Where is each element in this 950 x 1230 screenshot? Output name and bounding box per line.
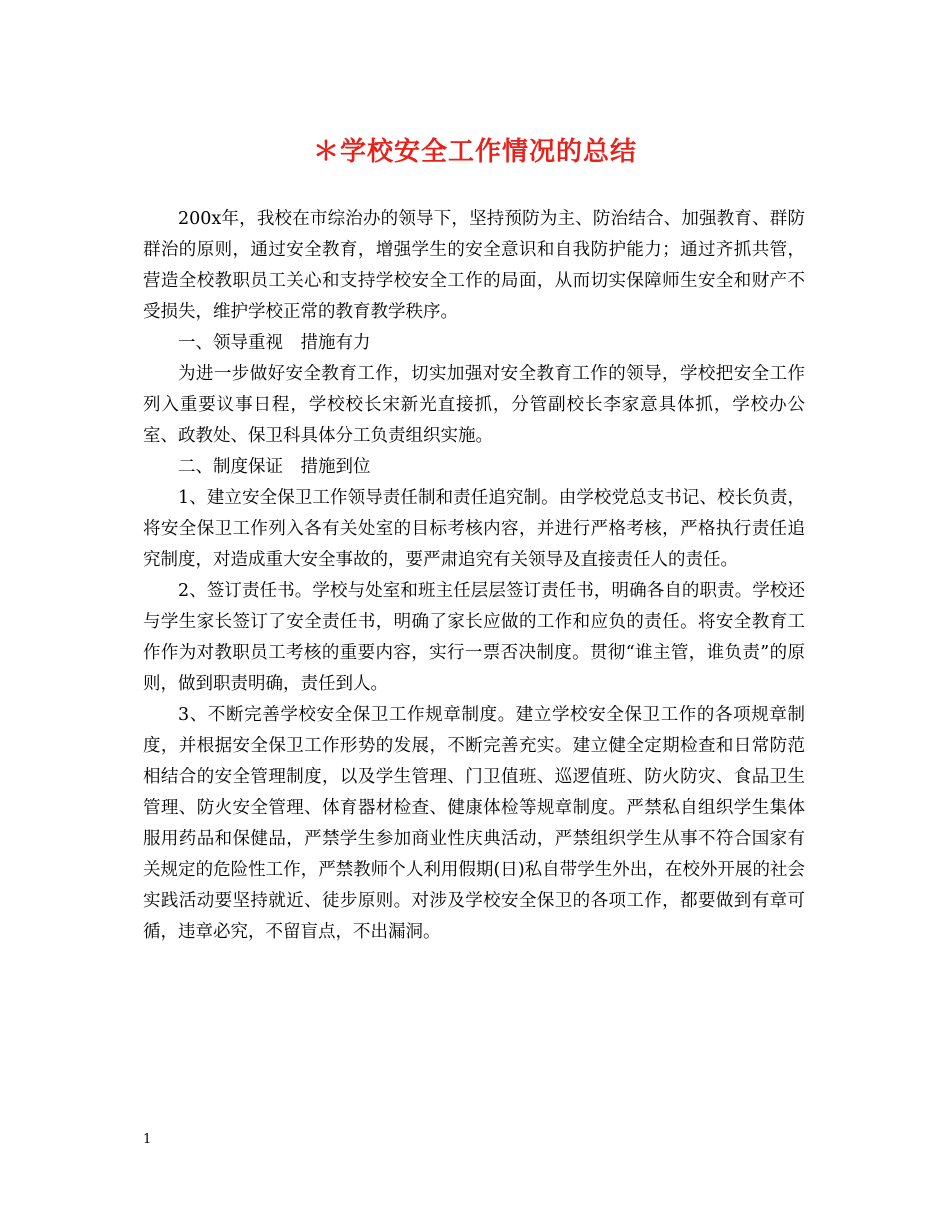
page-number: 1 bbox=[143, 1132, 152, 1147]
document-body bbox=[143, 204, 805, 948]
section-heading-2: 二、制度保证 措施到位 bbox=[178, 457, 371, 477]
paragraph-intro: 200x年，我校在市综治办的领导下，坚持预防为主、防治结合、加强教育、群防群治的原则，通过安全教育，增强学生的安全意识和自我防护能力；通过齐抓共管，营造全校教职员工关心和支持学校安全工作的局面，从而切实保障师生安全和财产不受损失，维护学校正常的教育教学秩序。 bbox=[143, 209, 805, 322]
paragraph-item-3: 3、不断完善学校安全保卫工作规章制度。建立学校安全保卫工作的各项规章制度，并根据安全保卫工作形势的发展，不断完善充实。建立健全定期检查和日常防范相结合的安全管理制度，以及学生管理、门卫值班、巡逻值班、防火防灾、食品卫生管理、防火安全管理、体育器材检查、健康体检等规章制度。严禁私自组织学生集体服用药品和保健品，严禁学生参加商业性庆典活动，严禁组织学生从事不符合国家有关规定的危险性工作，严禁教师个人利用假期(日)私自带学生外出，在校外开展的社会实践活动要坚持就近、徒步原则。对涉及学校安全保卫的各项工作，都要做到有章可循，违章必究，不留盲点，不出漏洞。 bbox=[143, 705, 805, 942]
paragraph-leadership: 为进一步做好安全教育工作，切实加强对安全教育工作的领导，学校把安全工作列入重要议事日程，学校校长宋新光直接抓，分管副校长李家意具体抓，学校办公室、政教处、保卫科具体分工负责组织实施。 bbox=[143, 364, 805, 446]
section-heading-1: 一、领导重视 措施有力 bbox=[178, 333, 371, 353]
paragraph-item-1: 1、建立安全保卫工作领导责任制和责任追究制。由学校党总支书记、校长负责，将安全保卫工作列入各有关处室的目标考核内容，并进行严格考核，严格执行责任追究制度，对造成重大安全事故的，要严肃追究有关领导及直接责任人的责任。 bbox=[143, 488, 805, 570]
paragraph-item-2: 2、签订责任书。学校与处室和班主任层层签订责任书，明确各自的职责。学校还与学生家长签订了安全责任书，明确了家长应做的工作和应负的责任。将安全教育工作作为对教职员工考核的重要内容，实行一票否决制度。贯彻“谁主管，谁负责”的原则，做到职责明确，责任到人。 bbox=[143, 581, 805, 694]
document-title: ＊学校安全工作情况的总结 bbox=[312, 137, 637, 167]
